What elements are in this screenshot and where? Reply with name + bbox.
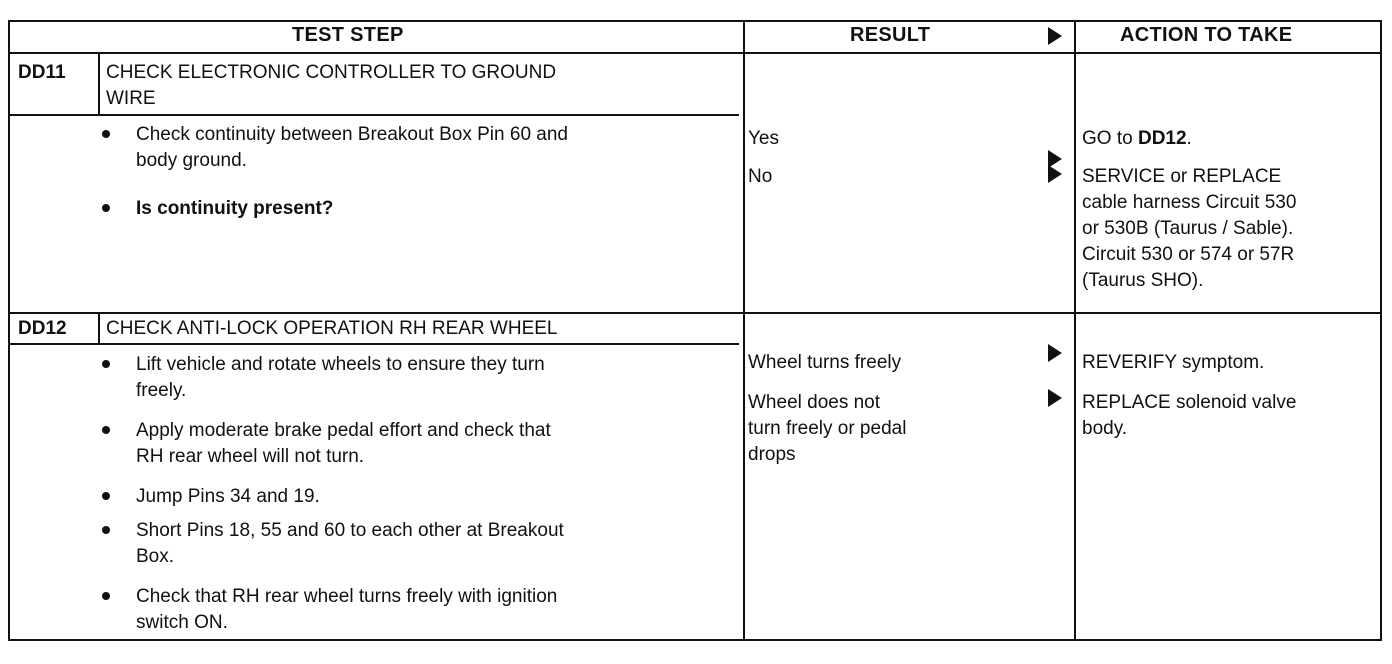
action-line: or 530B (Taurus / Sable). <box>1082 218 1294 239</box>
result-line: Wheel does not <box>748 392 881 413</box>
result-text: Yes <box>748 128 779 149</box>
arrow-icon <box>1048 27 1062 45</box>
bullet-icon <box>102 526 110 534</box>
step-item-line: Apply moderate brake pedal effort and check that <box>136 420 551 441</box>
action-line: SERVICE or REPLACE <box>1082 166 1282 187</box>
step-item-line: Check continuity between Breakout Box Pin 60 and <box>136 124 568 145</box>
step-item-line: body ground. <box>136 150 247 171</box>
step-item <box>136 584 706 636</box>
arrow-icon <box>1048 389 1062 407</box>
divider <box>98 54 100 116</box>
divider <box>1074 22 1076 639</box>
bullet-icon <box>102 204 110 212</box>
step-item <box>136 352 706 404</box>
action-line: Circuit 530 or 574 or 57R <box>1082 244 1295 265</box>
divider <box>10 52 1380 54</box>
result-text: Wheel turns freely <box>748 352 902 373</box>
result-line: turn freely or pedal <box>748 418 907 439</box>
step-item-line: switch ON. <box>136 612 228 633</box>
action-line: cable harness Circuit 530 <box>1082 192 1297 213</box>
bullet-icon <box>102 426 110 434</box>
step-title-line: WIRE <box>106 88 156 109</box>
bullet-icon <box>102 130 110 138</box>
step-item-line: Short Pins 18, 55 and 60 to each other at Breakout <box>136 520 564 541</box>
step-item: Is continuity present? <box>136 198 334 219</box>
step-item <box>136 418 706 470</box>
bullet-icon <box>102 360 110 368</box>
bullet-icon <box>102 492 110 500</box>
header-action: ACTION TO TAKE <box>1120 24 1293 46</box>
action-text-part: GO to <box>1082 128 1138 149</box>
step-item <box>136 122 706 174</box>
divider <box>10 114 739 116</box>
action-text <box>1082 164 1372 294</box>
divider <box>10 312 1380 314</box>
bullet-icon <box>102 592 110 600</box>
step-item-line: RH rear wheel will not turn. <box>136 446 365 467</box>
divider <box>98 314 100 345</box>
step-item-line: Lift vehicle and rotate wheels to ensure they turn <box>136 354 545 375</box>
action-line: body. <box>1082 418 1128 439</box>
step-title <box>106 60 556 112</box>
result-text <box>748 390 968 468</box>
step-id: DD12 <box>18 318 67 339</box>
arrow-icon <box>1048 165 1062 183</box>
header-result: RESULT <box>850 24 931 46</box>
header-test-step: TEST STEP <box>292 24 404 46</box>
step-item-line: freely. <box>136 380 187 401</box>
action-text <box>1082 390 1372 442</box>
action-text <box>1082 126 1372 152</box>
action-line: (Taurus SHO). <box>1082 270 1204 291</box>
step-item <box>136 518 706 570</box>
action-text: REVERIFY symptom. <box>1082 352 1265 373</box>
arrow-icon <box>1048 344 1062 362</box>
divider <box>743 22 745 639</box>
step-id: DD11 <box>18 62 66 83</box>
result-line: drops <box>748 444 796 465</box>
result-text: No <box>748 166 773 187</box>
step-title: CHECK ANTI-LOCK OPERATION RH REAR WHEEL <box>106 318 558 339</box>
step-item-line: Box. <box>136 546 175 567</box>
divider <box>10 343 739 345</box>
action-line: REPLACE solenoid valve <box>1082 392 1297 413</box>
step-title-line: CHECK ELECTRONIC CONTROLLER TO GROUND <box>106 62 557 83</box>
action-text-part: . <box>1186 128 1192 149</box>
step-item-line: Check that RH rear wheel turns freely with ignition <box>136 586 558 607</box>
step-item: Jump Pins 34 and 19. <box>136 486 320 507</box>
action-step-ref: DD12 <box>1137 128 1187 149</box>
